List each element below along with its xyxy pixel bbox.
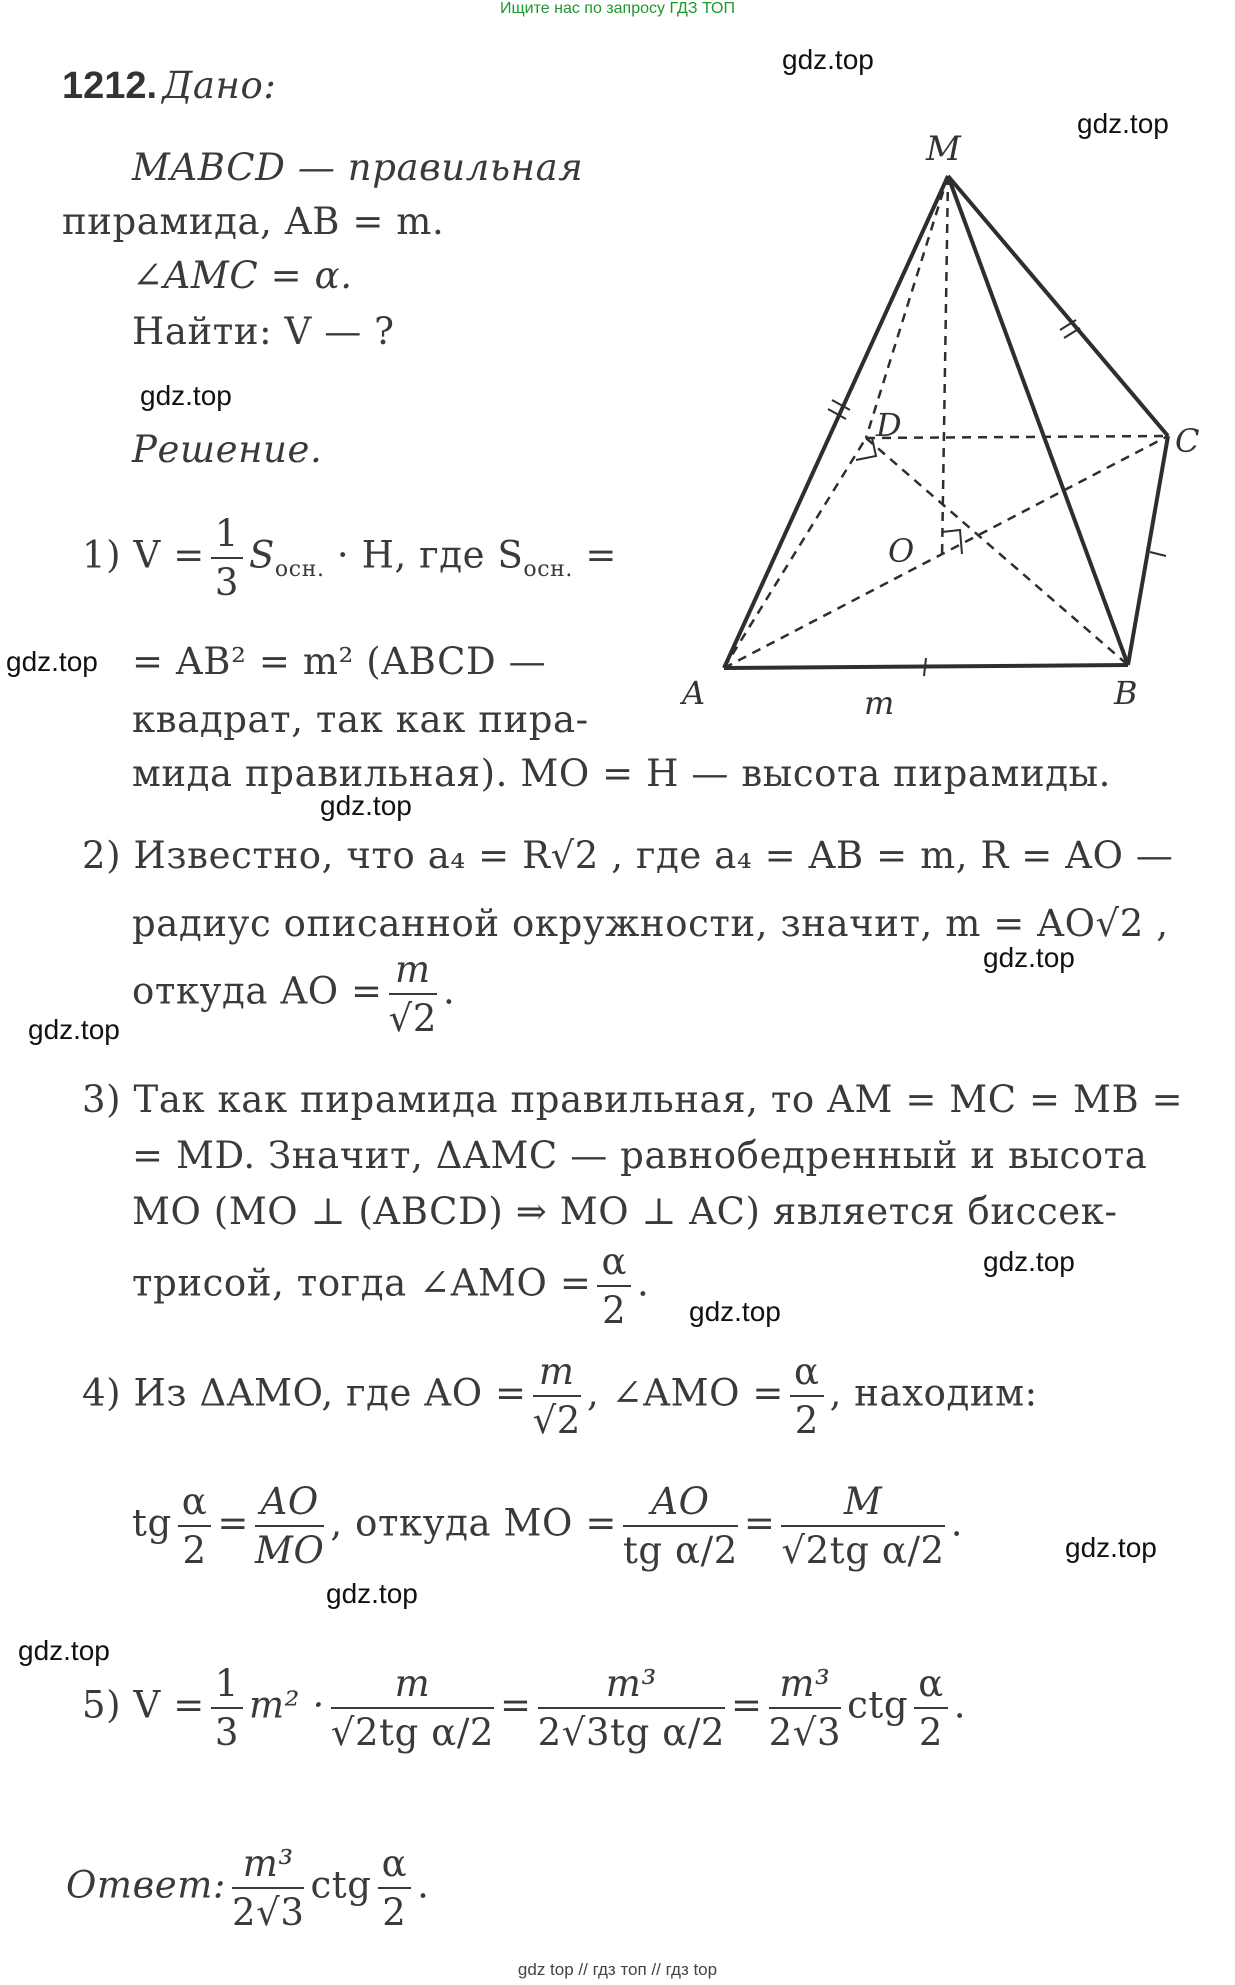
- fraction-one-third: $\frac{1}{3}$: [211, 512, 243, 604]
- step-2-line-3: откуда AO = $\frac{m}{√2}$ .: [132, 948, 456, 1040]
- watermark: gdz.top: [320, 790, 412, 821]
- right-angle-o: [942, 530, 962, 554]
- fraction-m3-root3tg: $\frac{\text{m³}}{\text{2√3tg α/2}}$: [537, 1662, 726, 1754]
- watermark: gdz.top: [983, 1246, 1075, 1277]
- edge-md: [866, 176, 948, 438]
- fraction-m-root2tg: $\frac{m}{\text{√2tg α/2}}$: [330, 1662, 495, 1754]
- height-mo: [942, 176, 948, 558]
- step-3-line-4: трисой, тогда ∠AMO = $\frac{\alpha}{2}$ .: [132, 1240, 650, 1332]
- search-banner[interactable]: Ищите нас по запросу ГДЗ ТОП: [500, 0, 735, 17]
- answer-label: Ответ:: [66, 1863, 227, 1907]
- step-1-line-2: = AB² = m² (ABCD —: [132, 640, 547, 683]
- diagonal-ac: [724, 436, 1168, 668]
- given-line-2: пирамида, AB = m.: [62, 200, 445, 243]
- fraction-m-root2: $\frac{m}{√2}$: [388, 948, 437, 1040]
- step-1-v: 1) V =: [82, 533, 205, 577]
- step-4-line-2: tg $\frac{\alpha}{2}$ = $\frac{AO}{MO}$ , откуда MO = $\frac{AO}{\text{tg α/2}}$ = $\frac{M}{\text{√2tg α/2}}$ .: [132, 1480, 964, 1572]
- fraction-ao-tg: $\frac{AO}{\text{tg α/2}}$: [622, 1480, 738, 1572]
- watermark: gdz.top: [983, 942, 1075, 973]
- label-c: C: [1175, 422, 1200, 460]
- given-label: Дано:: [162, 64, 277, 107]
- given-line-3: ∠AMC = α.: [132, 254, 353, 297]
- label-a: A: [682, 674, 706, 712]
- step-1-line-1: 1) V = $\frac{1}{3}$ $S_{осн.} \cdot H$, где $S_{осн.}$ =: [82, 512, 618, 604]
- edge-dc: [866, 436, 1168, 438]
- edge-mc: [948, 176, 1168, 436]
- solution-label: Решение.: [132, 428, 323, 471]
- fraction-m-root2: $\frac{m}{√2}$: [532, 1350, 581, 1442]
- step-1-line-4: мида правильная). MO = H — высота пирамиды.: [132, 752, 1112, 795]
- step-2-line-2: радиус описанной окружности, значит, m = AO√2 ,: [132, 902, 1169, 945]
- watermark: gdz.top: [326, 1578, 418, 1609]
- step-3-line-3: MO (MO ⊥ (ABCD) ⇒ MO ⊥ AC) является биссек-: [132, 1190, 1118, 1233]
- fraction-alpha-2: $\frac{\alpha}{2}$: [914, 1662, 948, 1754]
- problem-header: [62, 64, 276, 108]
- label-o: O: [888, 532, 915, 570]
- step-2-line-1: 2) Известно, что a₄ = R√2 , где a₄ = AB = m, R = AO —: [82, 834, 1174, 877]
- edge-ad: [724, 438, 866, 668]
- edge-ma: [724, 176, 948, 668]
- fraction-ao-mo: $\frac{AO}{MO}$: [254, 1480, 325, 1572]
- given-line-1: MABCD — правильная: [132, 146, 584, 189]
- fraction-alpha-2: $\frac{\alpha}{2}$: [597, 1240, 631, 1332]
- watermark: gdz.top: [1077, 108, 1169, 139]
- watermark: gdz.top: [18, 1635, 110, 1666]
- watermark: gdz.top: [28, 1014, 120, 1045]
- find-line: Найти: V — ?: [132, 310, 395, 353]
- fraction-m3-root3: $\frac{\text{m³}}{2√3}$: [768, 1662, 842, 1754]
- edge-bc: [1128, 436, 1168, 665]
- step-3-line-2: = MD. Значит, ΔAMC — равнобедренный и высота: [132, 1134, 1148, 1177]
- watermark: gdz.top: [140, 380, 232, 411]
- pyramid-figure: [680, 120, 1220, 720]
- watermark: gdz.top: [782, 44, 874, 75]
- fraction-alpha-2: $\frac{\alpha}{2}$: [790, 1350, 824, 1442]
- watermark: gdz.top: [689, 1296, 781, 1327]
- watermark: gdz.top: [1065, 1532, 1157, 1563]
- label-b: B: [1114, 674, 1138, 712]
- step-4-line-1: 4) Из ΔAMO, где AO = $\frac{m}{√2}$ , ∠AMO = $\frac{\alpha}{2}$ , находим:: [82, 1350, 1038, 1442]
- fraction-alpha-2: $\frac{\alpha}{2}$: [178, 1480, 212, 1572]
- problem-number: 1212.: [62, 65, 158, 107]
- watermark: gdz.top: [6, 646, 98, 677]
- label-m-side: m: [864, 684, 895, 720]
- step-5-line: 5) V = $\frac{1}{3}$ m² · $\frac{m}{\text{√2tg α/2}}$ = $\frac{\text{m³}}{\text{2√3tg α/2}}$ = $\frac{\text{m³}}{2√3}$ ctg $\frac{\alpha}{2}$ .: [82, 1662, 967, 1754]
- answer-line: Ответ: $\frac{\text{m³}}{2√3}$ ctg $\frac{\alpha}{2}$ .: [66, 1842, 430, 1934]
- edge-mb: [948, 176, 1128, 665]
- fraction-alpha-2: $\frac{\alpha}{2}$: [378, 1842, 412, 1934]
- step-3-line-1: 3) Так как пирамида правильная, то AM = MC = MB =: [82, 1078, 1184, 1121]
- fraction-m3-root3: $\frac{\text{m³}}{2√3}$: [232, 1842, 305, 1934]
- footer-links[interactable]: gdz top // гдз топ // гдз top: [517, 1960, 718, 1979]
- step-1-line-3: квадрат, так как пира-: [132, 698, 589, 741]
- label-d: D: [876, 406, 902, 444]
- fraction-one-third: $\frac{1}{3}$: [211, 1662, 243, 1754]
- label-m: M: [926, 129, 961, 169]
- fraction-m-root2tg: $\frac{M}{\text{√2tg α/2}}$: [781, 1480, 945, 1572]
